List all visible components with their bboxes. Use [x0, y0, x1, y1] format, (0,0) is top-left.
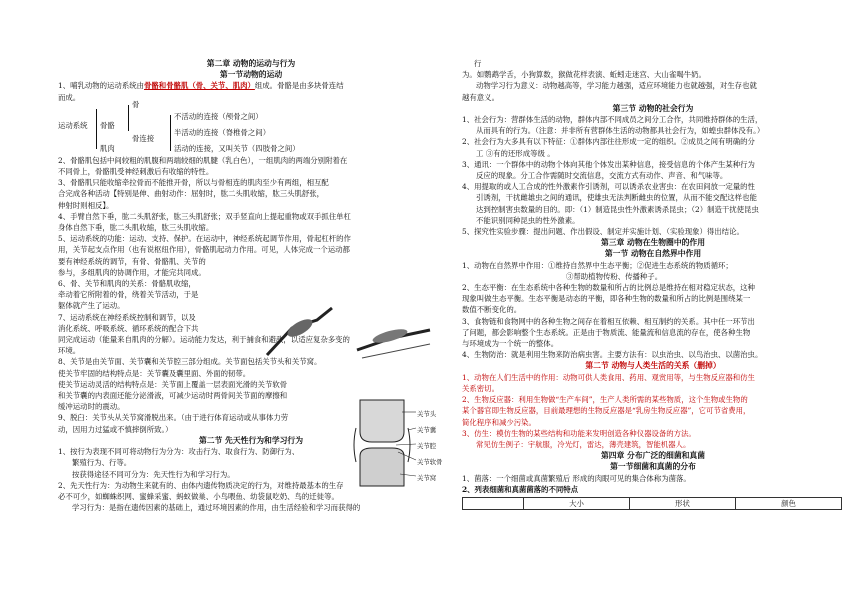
arm-muscle-figure	[262, 300, 437, 362]
ch3-sec1-title: 第一节 动物在自然界中作用	[604, 249, 702, 259]
ch3-paragraphs: 1、动物在自然界中作用：①维持自然界中生态平衡；②促进生态系统的物质循环； ③帮助植物传粉、传播种子。 2、生态平衡：在生态系统中各种生物的数量和所占的比例总是维持在相对稳定状态，这种 现象叫做生态平衡。生态平衡是动态的平衡，即各种生物的数量和所占的比例是围绕某一 数值不断变化的。 3、食物链和食物网中的各种生物之间存在着相互依赖、相互制约的关系。其中任一环节出 了问题，都会影响整个生态系统。正是由于物质流、能量流和信息流的存在，使各种生物 与环境成为一个统一的整体。 4、生物防治：就是利用生物来防治病虫害。主要方法有：以虫治虫、以鸟治虫、以菌治虫。	[462, 260, 763, 360]
paragraph-1: 1、哺乳动物的运动系统由骨骼和骨骼肌（骨、关节、肌肉）组成。骨骼是由多块骨连结	[58, 81, 344, 91]
tree-leaf-3: 活动的连接，又叫关节（四肢骨之间）	[174, 143, 300, 153]
ch4-title: 第四章 分布广泛的细菌和真菌	[600, 451, 706, 461]
sec3-paragraphs: 1、社会行为：营群体生活的动物，群体内部不同成员之间分工合作，共同维持群体的生活， 从而具有的行为。（注意：并非所有营群体生活的动物都具社会行为，如蝗虫群体没有。） 2、社会行为大多具有以下特征：①群体内部往往形成一定的组织。②成员之间有明确的分 工 ③有的还形成等级 。 3、通讯：一个群体中的动物个体向其他个体发出某种信息，接受信息的个体产生某种行为 反应的现象。分工合作需随时交流信息，交流方式有动作、声音、和气味等。 4、用提取的或人工合成的性外激素作引诱剂，可以诱杀农业害虫：在农田间放一定量的性 引诱剂，干扰雌雄虫之间的通讯，使雄虫无法判断雌虫的位置，从而不能交配这样也能 达到控制害虫数量的目的。即：（1）制造昆虫性外激素诱杀昆虫；（2）制造干扰使昆虫 不能识别同种昆虫的性外激素。 5、探究性实验步骤：提出问题、作出假设、制定并实施计划、（实验现象）得出结论。	[462, 115, 765, 237]
ch3-sec2-title: 第二节 动物与人类生活的关系（删掉）	[585, 361, 721, 371]
chapter-title: 第二章 动物的运动与行为	[206, 59, 296, 68]
motion-system-tree	[58, 99, 444, 153]
ch3-title: 第三章 动物在生物圈中的作用	[600, 238, 706, 248]
tree-node-gu: 骨	[132, 99, 140, 109]
paragraphs-2-5: 2、骨骼肌包括中间较粗的肌腹和两端较细的肌腱（乳白色），一组肌肉的两端分别附着在 不同骨上，骨骼肌受神经刺激后有收缩的特性。 3、骨骼肌只能收缩牵拉骨而不能推开骨，所以与骨相连的肌肉至少有两组，相互配 合完成各种活动【特别是伸、曲射动作：屈射时，肱二头肌收缩，肱三头肌舒张， 伸射时则相反】。 4、手臂自然下垂，肱二头肌舒张，肱三头肌舒张；双手竖直向上提起重物或双手抓住单杠 身体自然下垂，肱二头肌收缩，肱三头肌收缩。 5、运动系统的功能：运动、支持、保护。在运动中，神经系统起调节作用，骨起杠杆的作 用，关节起支点作用（也有说枢纽作用），骨骼肌起动力作用。可见，人体完成一个运动都	[58, 155, 351, 255]
table-row: 大小 形状 颜色	[463, 497, 842, 509]
tree-root: 运动系统	[58, 120, 88, 130]
ch3-sec2-paragraphs: 1、动物在人们生活中的作用：动物可供人类食用、药用、观赏用等，与生物反应器和仿生 关系密切。 2、生物反应器：利用生物做“生产车间”，生产人类所需的某些物质，这个生物或生物的 某个器官即生物反应器，目前最理想的生物反应器是“乳房生物反应器”，它可节省费用， 简化程序和减少污染。 3、仿生：模仿生物的某些结构和功能来发明创造各种仪器设备的方法。 常见仿生例子：宇航服，冷光灯，雷达，薄壳建筑，智能机器人。	[462, 372, 755, 449]
sec3-title: 第三节 动物的社会行为	[612, 103, 694, 113]
tree-leaf-2: 半活动的连接（脊椎骨之间）	[174, 127, 271, 137]
section2-title: 第二节 先天性行为和学习行为	[198, 435, 304, 445]
joint-labels: 关节头 关节囊 关节腔 关节软骨 关节窝	[417, 410, 443, 482]
right-column: 行 为。如鹦鹉学舌，小狗算数，猴做花样表演、蚯蚓走迷宫、大山雀喝牛奶。 动物学习行为意义：动物越高等，学习能力越强，适应环境能力也就越强，对生存也就 越有意义。 第三节 动物的社会行为 1、社会行为：营群体生活的动物，群体内部不同成员之间分工合作，共同维持群体的生活， 从而具有的行为。（注意：并非所有营群体生活的动物都具社会行为，如蝗虫群体没有。） 2、社会行为大多具有以下特征：①群体内部往往形成一定的组织。②成员之间有明确的分 工 ③有的还形成等级 。 3、通讯：一个群体中的动物个体向其他个体发出某种信息，接受信息的个体产生某种行为 反应的现象。分工合作需随时交流信息，交流方式有动作、声音、和气味等。 4、用提取的或人工合成的性外激素作引诱剂，可以诱杀农业害虫：在农田间放一定量的性 引诱剂，干扰雌雄虫之间的通讯，使雄虫无法判断雌虫的位置，从而不能交配这样也能 达到控制害虫数量的目的。即：（1）制造昆虫性外激素诱杀昆虫；（2）制造干扰使昆虫 不能识别同种昆虫的性外激素。 5、探究性实验步骤：提出问题、作出假设、制定并实施计划、（实验现象）得出结论。 第三章 动物在生物圈中的作用 第一节 动物在自然界中作用 1、动物在自然界中作用：①维持自然界中生态平衡；②促进生态系统的物质循环； ③帮助植物传粉、传播种子。 2、生态平衡：在生态系统中各种生物的数量和所占的比例总是维持在相对稳定状态，这种 现象叫做生态平衡。生态平衡是动态的平衡，即各种生物的数量和所占的比例是围绕某一 数值不断变化的。 3、食物链和食物网中的各种生物之间存在着相互依赖、相互制约的关系。其中任一环节出 了问题，都会影响整个生态系统。正是由于物质流、能量流和信息流的存在，使各种生物 与环境成为一个统一的整体。 4、生物防治：就是利用生物来防治病虫害。主要方法有：以虫治虫、以鸟治虫、以菌治虫。 第二节 动物与人类生活的关系（删掉） 1、动物在人们生活中的作用：动物可供人类食用、药用、观赏用等，与生物反应器和仿生 关系密切。 2、生物反应器：利用生物做“生产车间”，生产人类所需的某些物质，这个生物或生物的 某个器官即生物反应器，目前最理想的生物反应器是“乳房生物反应器”，它可节省费用， 简化程序和减少污染。 3、仿生：模仿生物的某些结构和功能来发明创造各种仪器设备的方法。 常见仿生例子：宇航服，冷光灯，雷达，薄壳建筑，智能机器人。 第四章 分布广泛的细菌和真菌 第一节细菌和真菌的分布 1、菌落：一个细菌或真菌繁殖后 形成的肉眼可见的集合体称为菌落。 2、列表细菌和真菌菌落的不同特点 大小 形状 颜色	[462, 58, 844, 510]
tree-node-bone: 骨骼	[100, 120, 115, 130]
section2-paragraphs: 1、按行为表现不同可将动物行为分为：攻击行为、取食行为、防御行为、 繁殖行为、行等。 按获得途径不同可分为：先天性行为和学习行为。 2、先天性行为：为动物生来就有的、由体内遗传物质决定的行为，对维持最基本的生存 必不可少，如蜘蛛织网、蜜蜂采蜜、蚂蚁做巢、小鸟喂鱼、幼袋鼠吃奶、鸟的迁徙等。 学习行为：是指在遗传因素的基础上，通过环境因素的作用，由生活经验和学习而获得的	[58, 447, 361, 513]
paragraph-1-end: 而成。	[58, 92, 81, 102]
paragraphs-5-7-short: 要有神经系统的调节，有骨、骨骼肌、关节的 参与，多组肌肉的协调作用，才能完共同成。 6、骨、关节和肌肉的关系：骨骼肌收缩， 牵动着它所附着的骨，绕着关节活动，于是 躯体就产生了运动。 7、运动系统在神经系统控制和调节，以及 消化系统、呼吸系统、循环系统的配合下共	[58, 256, 206, 333]
tree-leaf-1: 不活动的连接（颅骨之间）	[174, 111, 263, 121]
colony-compare-table	[462, 497, 842, 510]
ch4-sec1-title: 第一节细菌和真菌的分布	[610, 462, 696, 472]
section-title: 第一节动物的运动	[219, 70, 283, 80]
tree-node-muscle: 肌肉	[100, 143, 115, 153]
paragraphs-7-9: 同完成运动（能量来自肌肉的分解）。运动能力发达，利于捕食和避敌，以适应复杂多变的 环境。 8、关节是由关节面、关节囊和关节腔三部分组成。关节面包括关节头和关节窝。 使关节牢固的结构特点是：关节囊及囊里面、外面的韧带。 使关节运动灵活的结构特点是：关节面上覆盖一层表面光滑的关节软骨 和关节囊的内表面还能分泌滑液，可减少运动时两骨间关节面的摩擦和 缓冲运动时的震动。 9、脱臼：关节头从关节窝滑脱出来。（由于进行体育运动或从事体力劳 动，因用力过猛或不慎摔倒所致。）	[58, 335, 350, 434]
tree-node-gulian: 骨连接	[132, 133, 155, 143]
